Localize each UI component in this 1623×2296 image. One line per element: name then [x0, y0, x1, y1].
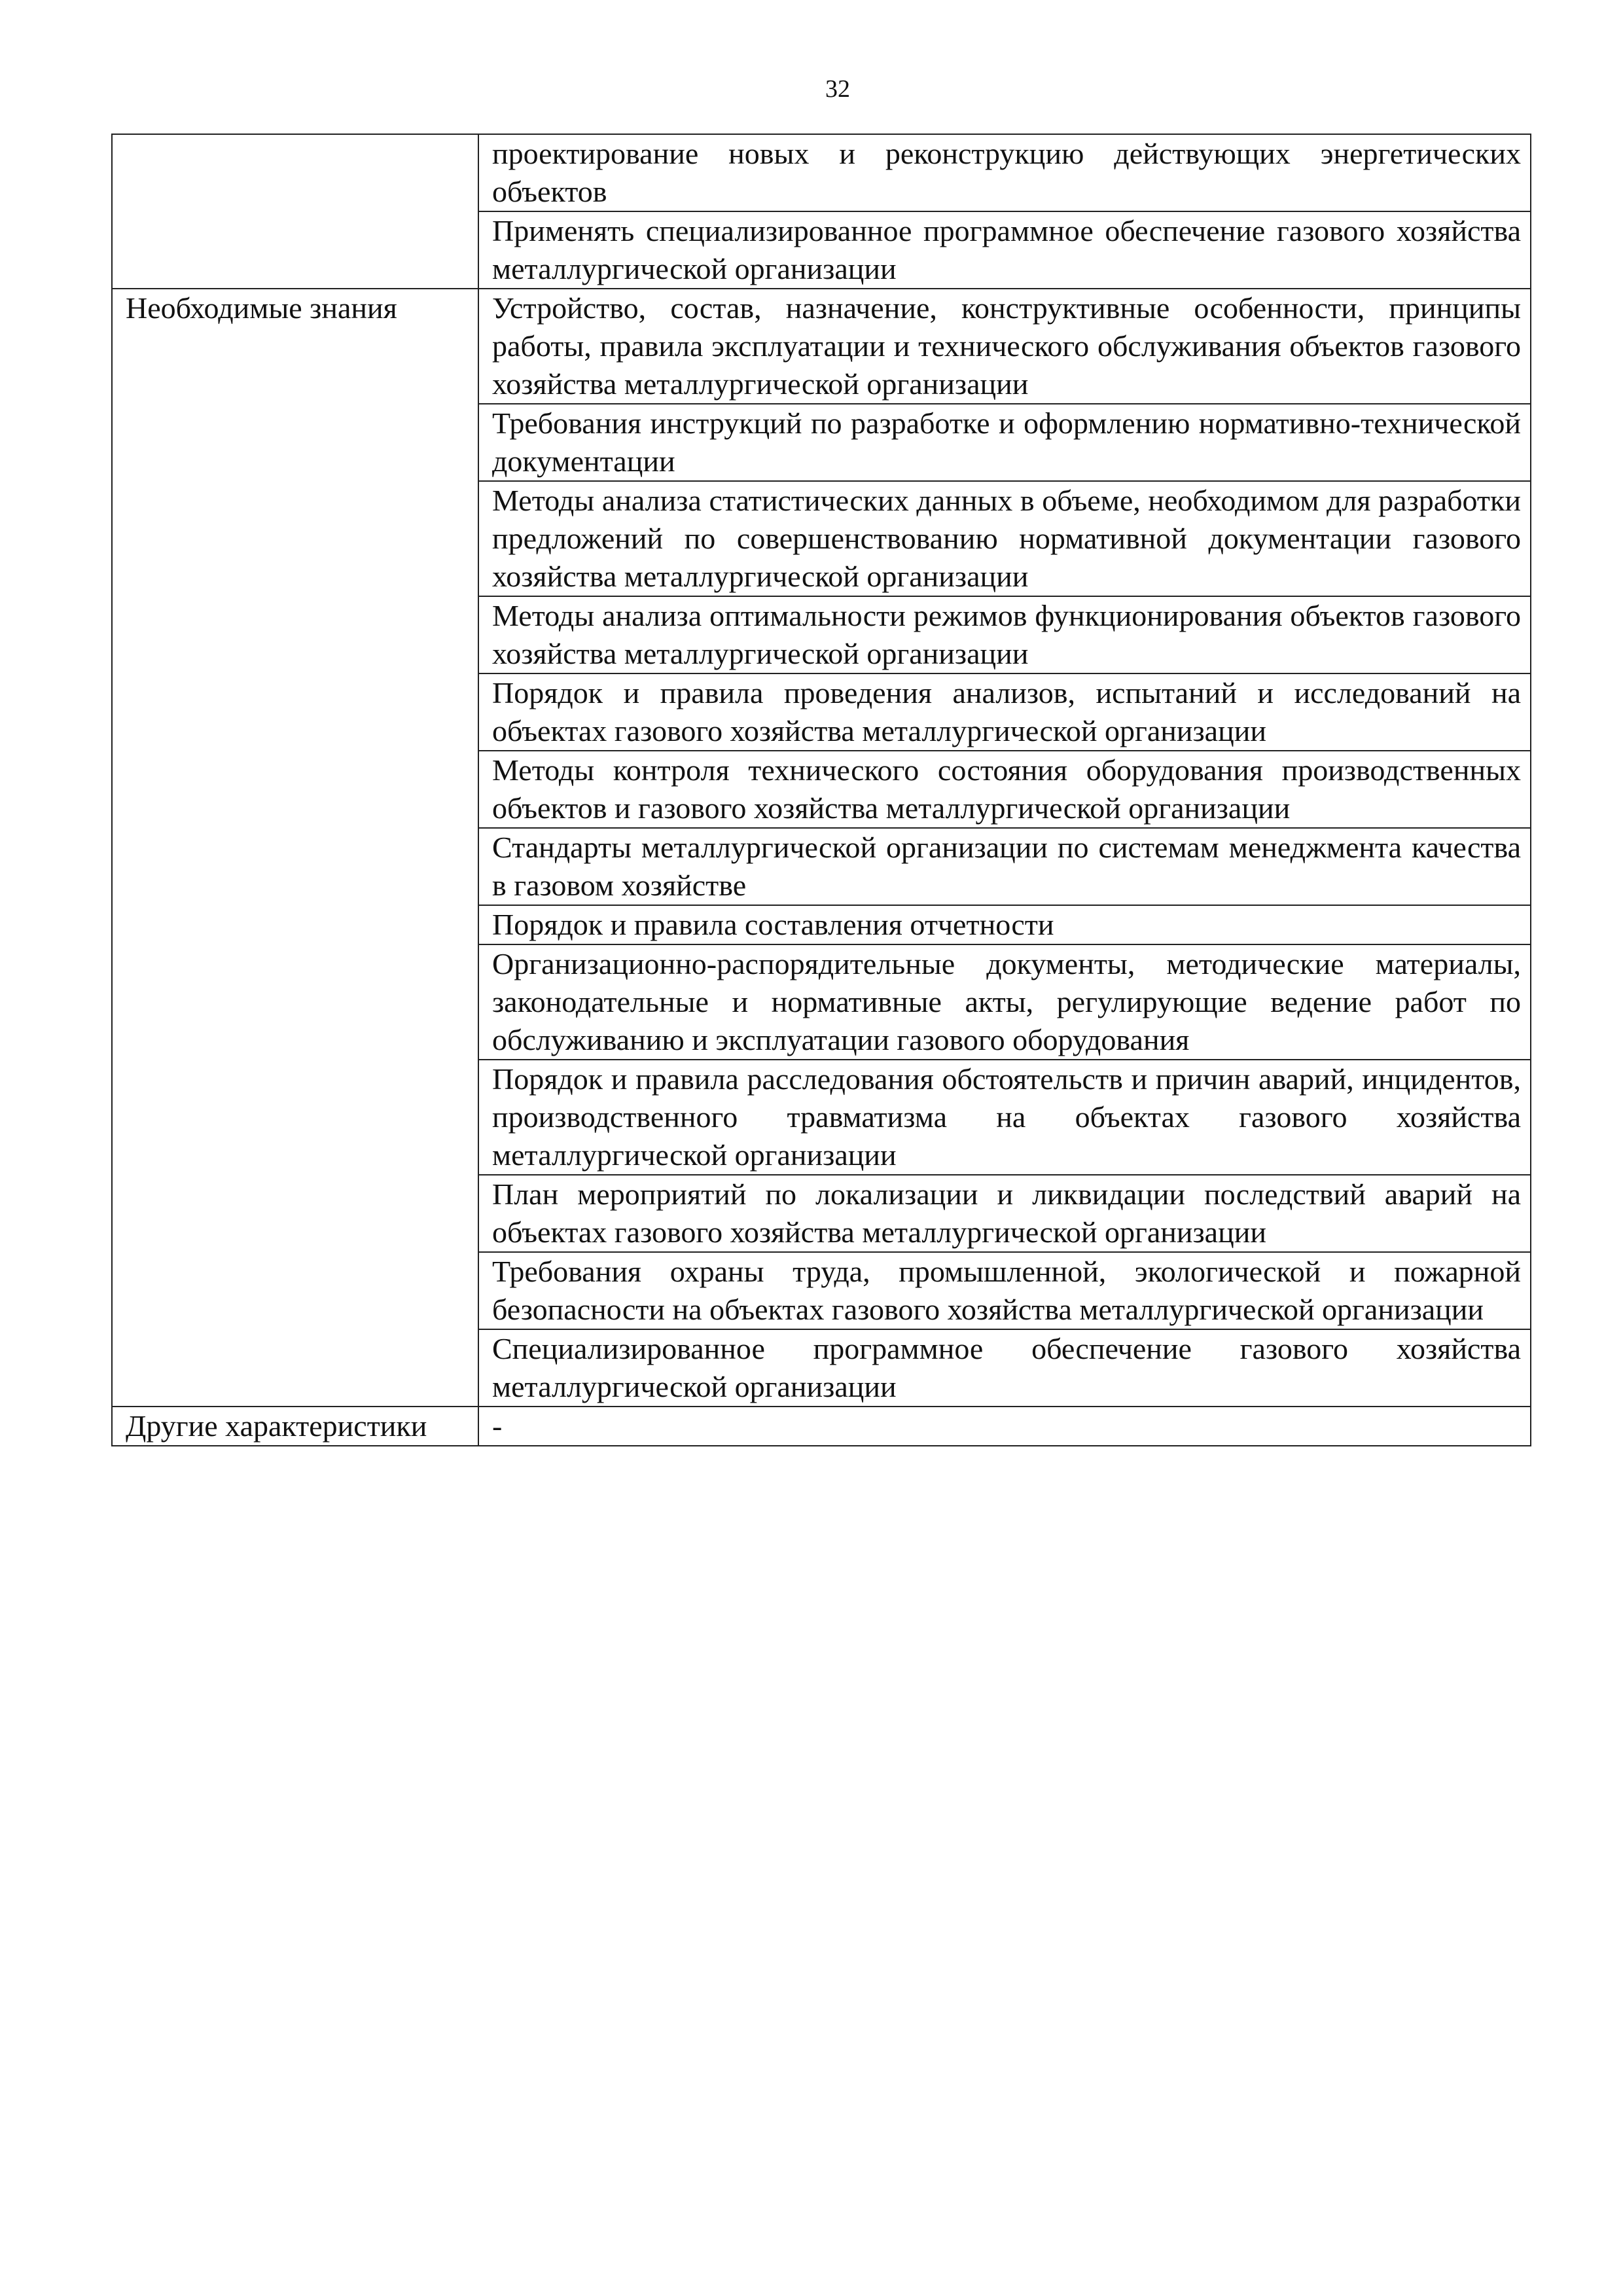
qualification-table	[111, 134, 1531, 1446]
knowledge-item: Организационно-распорядительные документы, методические материалы, законодательные и нормативные акты, регулирующие ведение работ по обслуживанию и эксплуатации газового оборудования	[478, 944, 1531, 1060]
other-label: Другие характеристики	[112, 1407, 478, 1446]
continuation-label-cell	[112, 134, 478, 289]
table-row	[112, 289, 1531, 404]
knowledge-item: Методы анализа оптимальности режимов функционирования объектов газового хозяйства металлургической организации	[478, 596, 1531, 673]
knowledge-item: Методы анализа статистических данных в объеме, необходимом для разработки предложений по совершенствованию нормативной документации газового хозяйства металлургической организации	[478, 481, 1531, 596]
knowledge-item: Устройство, состав, назначение, конструктивные особенности, принципы работы, правила эксплуатации и технического обслуживания объектов газового хозяйства металлургической организации	[478, 289, 1531, 404]
knowledge-item: Порядок и правила составления отчетности	[478, 905, 1531, 944]
other-value: -	[478, 1407, 1531, 1446]
knowledge-item: Порядок и правила проведения анализов, испытаний и исследований на объектах газового хозяйства металлургической организации	[478, 673, 1531, 751]
table-row	[112, 1407, 1531, 1446]
table-row	[112, 134, 1531, 211]
knowledge-item: Порядок и правила расследования обстоятельств и причин аварий, инцидентов, производственного травматизма на объектах газового хозяйства металлургической организации	[478, 1060, 1531, 1175]
page-number: 32	[825, 75, 850, 103]
table-cell: Применять специализированное программное обеспечение газового хозяйства металлургической организации	[478, 211, 1531, 289]
knowledge-item: Специализированное программное обеспечение газового хозяйства металлургической организации	[478, 1329, 1531, 1407]
knowledge-item: Требования инструкций по разработке и оформлению нормативно-технической документации	[478, 404, 1531, 481]
table-cell: проектирование новых и реконструкцию действующих энергетических объектов	[478, 134, 1531, 211]
knowledge-label: Необходимые знания	[112, 289, 478, 1407]
knowledge-item: Требования охраны труда, промышленной, экологической и пожарной безопасности на объектах газового хозяйства металлургической организации	[478, 1252, 1531, 1329]
knowledge-item: Стандарты металлургической организации по системам менеджмента качества в газовом хозяйстве	[478, 828, 1531, 905]
knowledge-item: План мероприятий по локализации и ликвидации последствий аварий на объектах газового хозяйства металлургической организации	[478, 1175, 1531, 1252]
knowledge-item: Методы контроля технического состояния оборудования производственных объектов и газового хозяйства металлургической организации	[478, 751, 1531, 828]
